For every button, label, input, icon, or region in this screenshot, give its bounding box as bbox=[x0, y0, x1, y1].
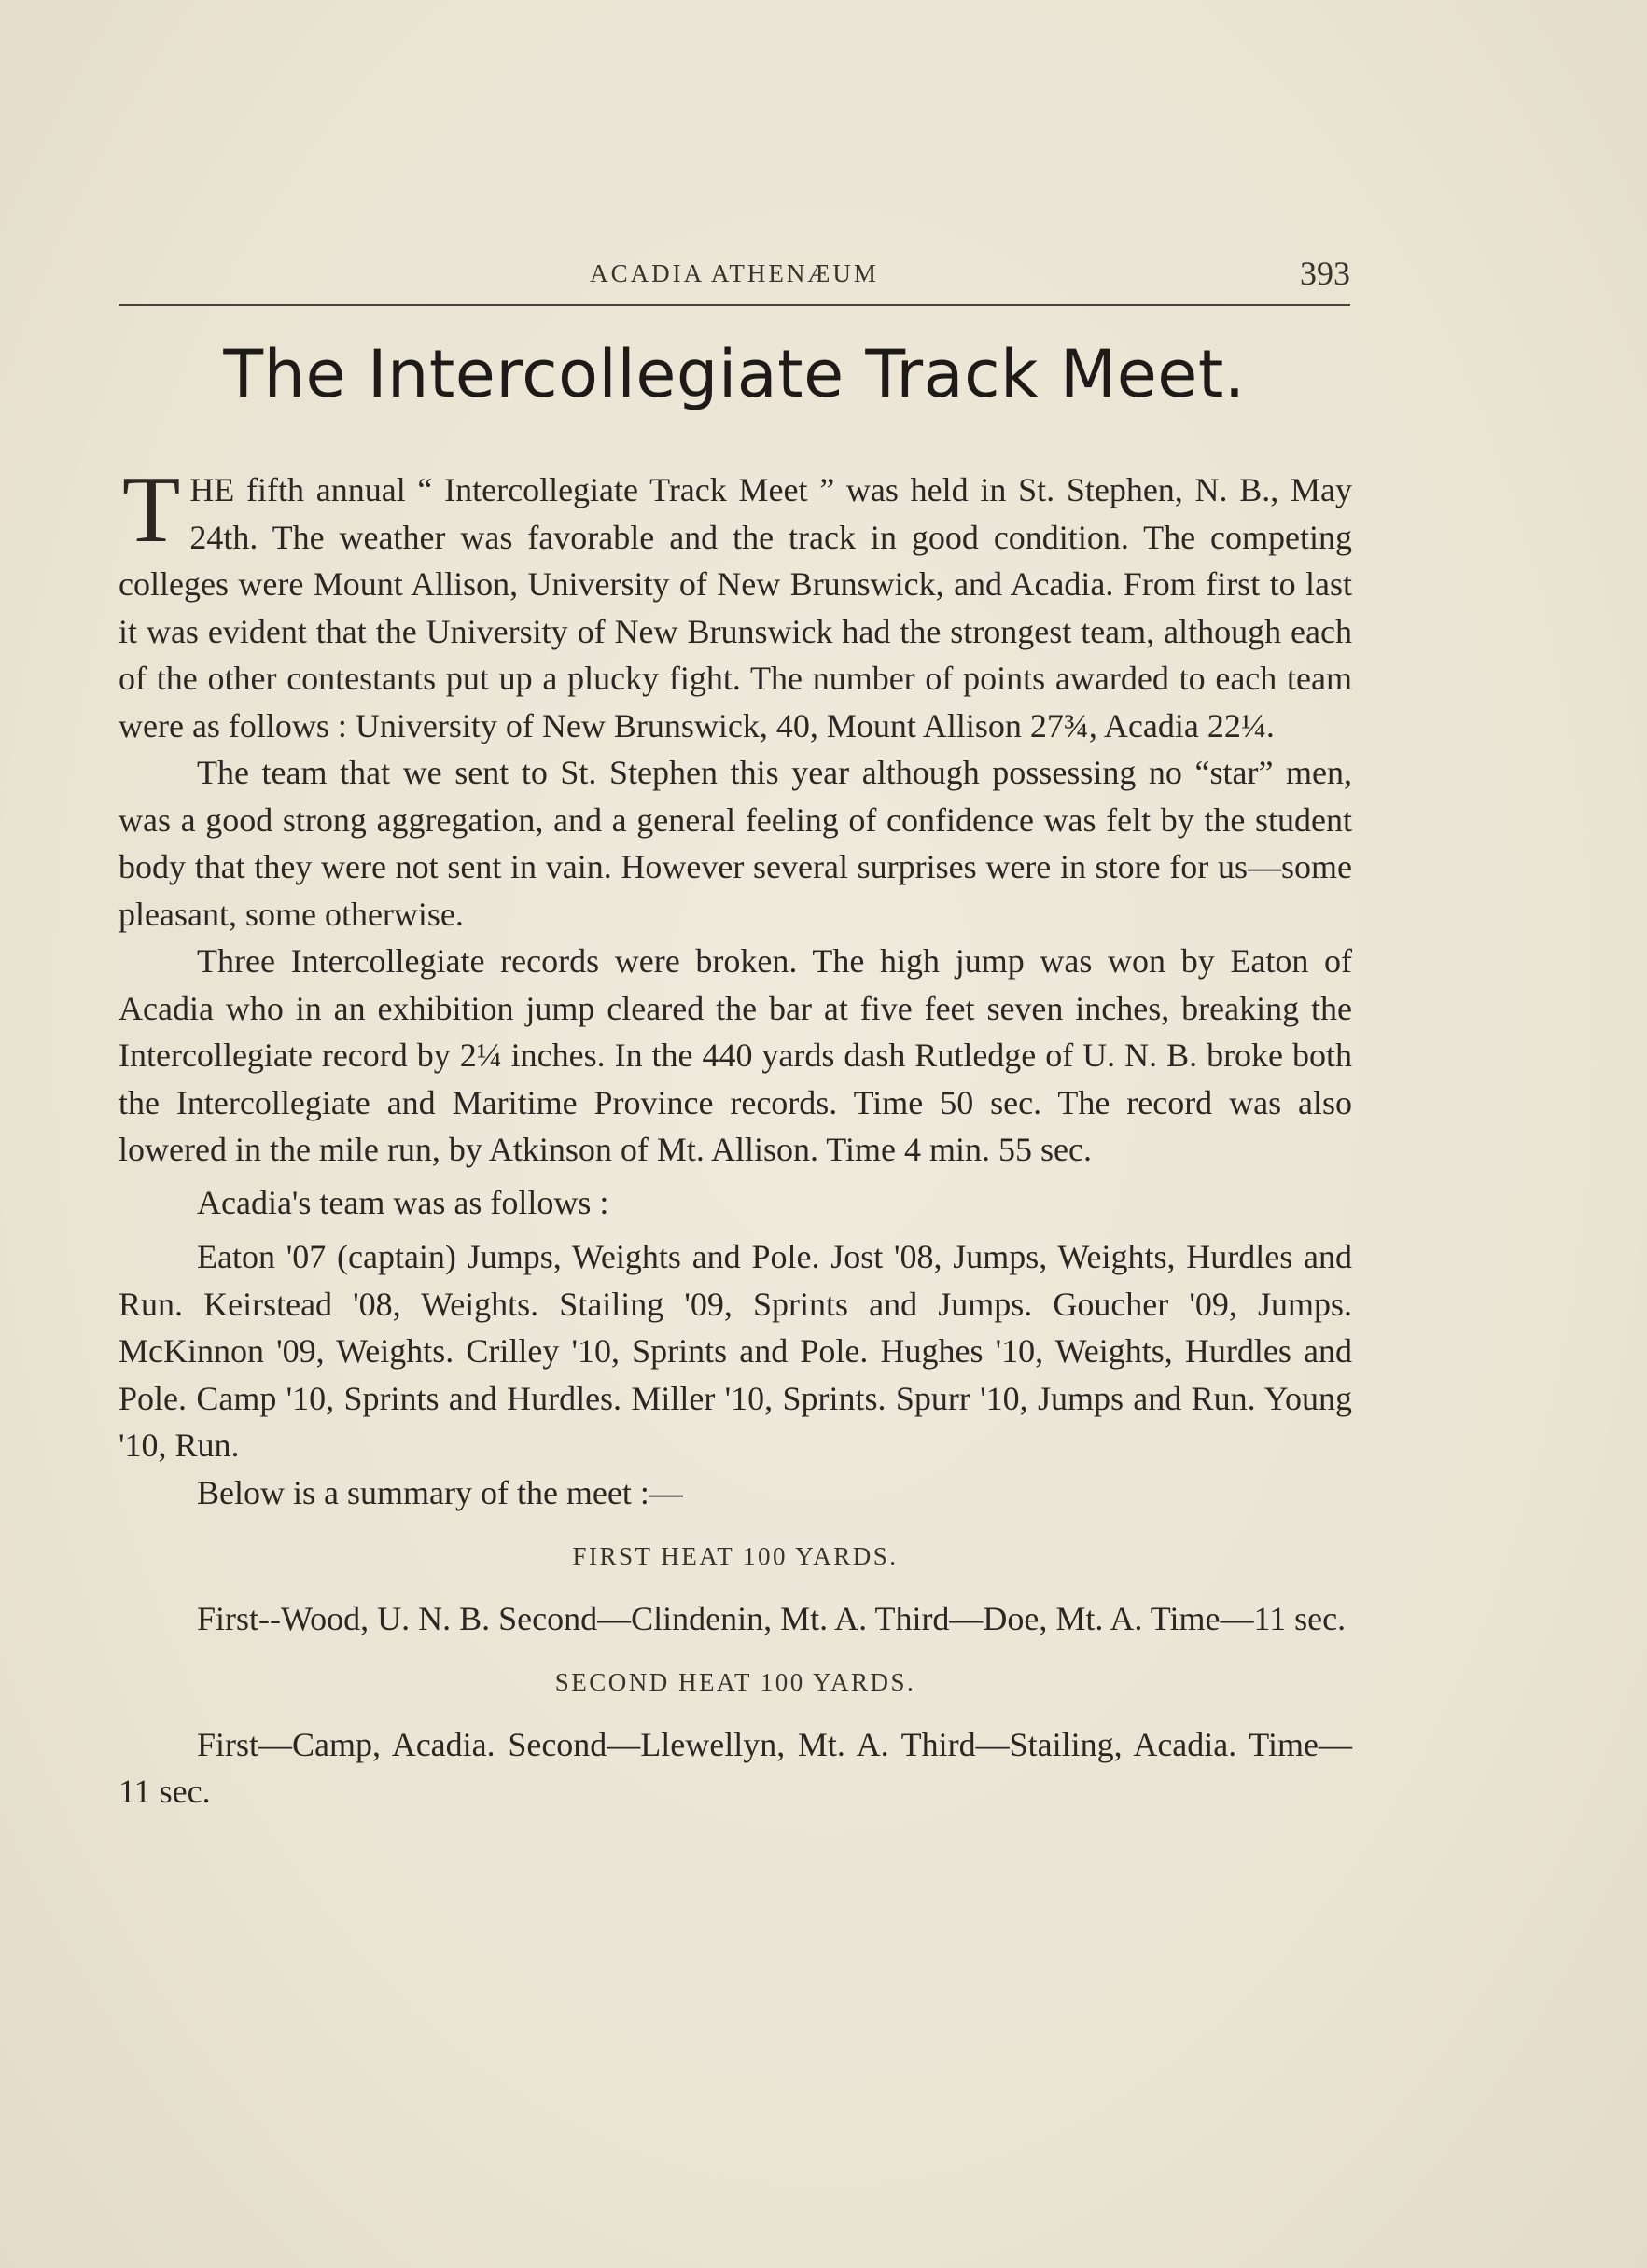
article-body bbox=[119, 457, 1352, 1816]
page-header bbox=[119, 250, 1350, 306]
paragraph-summary-intro: Below is a summary of the meet :— bbox=[197, 1473, 683, 1511]
paragraph-intro-text: HE fifth annual “ Intercollegiate Track Meet ” was held in St. Stephen, N. B., May 24th. The weather was favorable and the track in good condition. The competing colleges were Mount Allison, University of New Brunswick, and Acadia. From first to last it was evident that the University of New Brunswick had the strongest team, although each of the other contestants put up a plucky fight. The number of points awarded to each team were as follows : University of New Brunswick, 40, Mount Allison 27¾, Acadia 22¼. bbox=[119, 471, 1352, 744]
running-head: ACADIA ATHENÆUM bbox=[590, 259, 879, 287]
section-heading-first-heat: FIRST HEAT 100 YARDS. bbox=[572, 1542, 899, 1570]
section-heading-second-heat: SECOND HEAT 100 YARDS. bbox=[554, 1668, 916, 1696]
paragraph-intro bbox=[119, 457, 1352, 749]
paragraph-records: Three Intercollegiate records were broken. The high jump was won by Eaton of Acadia who in an exhibition jump cleared the bar at five feet seven inches, breaking the Intercollegiate record by 2¼ inches. In the 440 yards dash Rutledge of U. N. B. broke both the Intercollegiate and Maritime Province records. Time 50 sec. The record was also lowered in the mile run, by Atkinson of Mt. Allison. Time 4 min. 55 sec. bbox=[119, 942, 1352, 1168]
article-title: The Intercollegiate Track Meet. bbox=[223, 336, 1246, 412]
paragraph-team-intro: Acadia's team was as follows : bbox=[197, 1183, 609, 1221]
paragraph-team: The team that we sent to St. Stephen this year although possessing no “star” men, was a good strong aggregation, and a general feeling of confidence was felt by the student body that they were not sent in vain. However several surprises were in store for us—some pleasant, some otherwise. bbox=[119, 754, 1352, 933]
page-number: 393 bbox=[1300, 255, 1350, 292]
paragraph-team-list: Eaton '07 (captain) Jumps, Weights and Pole. Jost '08, Jumps, Weights, Hurdles and Run. Keirstead '08, Weights. Stailing '09, Sprints and Jumps. Goucher '09, Jumps. McKinnon '09, Weights. Crilley '10, Sprints and Pole. Hughes '10, Weights, Hurdles and Pole. Camp '10, Sprints and Hurdles. Miller '10, Sprints. Spurr '10, Jumps and Run. Young '10, Run. bbox=[119, 1238, 1352, 1464]
section-text-second-heat: First—Camp, Acadia. Second—Llewellyn, Mt. A. Third—Stailing, Acadia. Time—11 sec. bbox=[119, 1725, 1352, 1810]
section-text-first-heat: First--Wood, U. N. B. Second—Clindenin, Mt. A. Third—Doe, Mt. A. Time—11 sec. bbox=[197, 1599, 1347, 1637]
drop-cap: T bbox=[122, 457, 181, 563]
header-rule bbox=[119, 304, 1350, 306]
